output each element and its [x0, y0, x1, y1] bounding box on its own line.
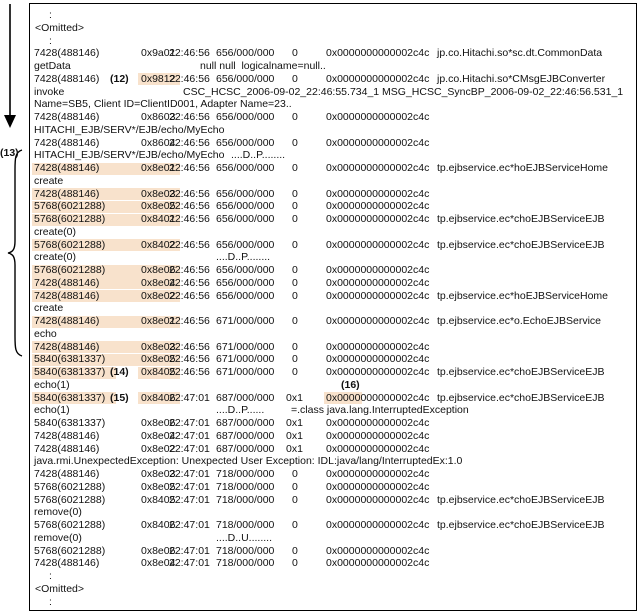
- log-line: [30, 213, 636, 226]
- time-field: 22:46:56: [169, 238, 210, 251]
- time-field: 22:46:56: [169, 264, 210, 276]
- flag-field: 0: [292, 187, 298, 200]
- ellipsis-colon: :: [49, 595, 52, 608]
- pid-field: 5768(6021288): [34, 264, 106, 276]
- flag-field: 0: [292, 200, 298, 213]
- log-line: [30, 315, 636, 328]
- object-id-field: 0x0000000000002c4c: [326, 238, 430, 251]
- callout-label: (12): [110, 72, 129, 85]
- continuation-text: create: [34, 302, 64, 315]
- log-line: [30, 417, 636, 430]
- time-field: 22:46:56: [169, 72, 210, 85]
- time-field: 22:46:56: [169, 47, 210, 60]
- continuation-text: HITACHI_EJB/SERV*/EJB/echo/MyEcho: [34, 123, 225, 136]
- omitted-marker: <Omitted>: [35, 21, 85, 34]
- continuation-text: echo: [34, 327, 57, 340]
- counter-field: 656/000/000: [216, 264, 275, 276]
- log-line: [30, 506, 636, 519]
- log-line: [30, 111, 636, 124]
- continuation-text: echo(1): [34, 378, 70, 391]
- object-id-field: 0x0000000000002c4c: [326, 72, 430, 85]
- pid-field: 5840(6381337): [34, 391, 106, 404]
- log-line: [30, 73, 636, 86]
- log-line: [30, 596, 636, 609]
- counter-field: 656/000/000: [216, 72, 275, 85]
- class-name-field: tp.ejbservice.ec*choEJBServiceEJB: [437, 391, 605, 404]
- object-id-field: 0x0000000000002c4c: [326, 162, 430, 174]
- class-name-field: jp.co.Hitachi.so*CMsgEJBConverter: [437, 72, 606, 85]
- log-line: [30, 162, 636, 175]
- flag-field: 0: [292, 519, 298, 531]
- event-code-field: 0x8e04: [141, 429, 176, 442]
- object-id-field: 0x0000000000002c4c: [326, 468, 430, 480]
- event-code-field: 0x8e06: [141, 544, 176, 557]
- counter-field: 671/000/000: [216, 340, 275, 353]
- flag-field: 0: [292, 213, 298, 225]
- object-id-field: 0x0000000000002c4c: [326, 111, 430, 123]
- time-field: 22:47:01: [169, 468, 210, 480]
- log-line: [30, 545, 636, 558]
- flag-field: 0: [292, 557, 298, 570]
- class-name-field: tp.ejbservice.ec*choEJBServiceEJB: [437, 519, 605, 531]
- flag-field: 0x1: [286, 429, 303, 442]
- counter-field: 718/000/000: [216, 493, 275, 506]
- log-line: [30, 175, 636, 188]
- log-line: [30, 353, 636, 366]
- ellipsis-colon: :: [49, 570, 52, 582]
- trace-log-lines: [30, 9, 636, 608]
- log-line: [30, 404, 636, 417]
- log-line: [30, 328, 636, 341]
- event-code-field: 0x8e03: [141, 187, 176, 200]
- flag-field: 0x1: [286, 417, 303, 429]
- pid-field: 7428(488146): [34, 468, 100, 480]
- counter-field: 687/000/000: [216, 442, 275, 455]
- counter-field: 671/000/000: [216, 353, 275, 366]
- time-field: 22:46:56: [169, 213, 210, 225]
- counter-field: 656/000/000: [216, 238, 275, 251]
- pid-field: 7428(488146): [34, 162, 100, 174]
- event-code-field: 0x8406: [141, 519, 176, 531]
- continuation-text: remove(0): [34, 531, 82, 544]
- counter-field: 687/000/000: [216, 417, 275, 429]
- log-line: [30, 519, 636, 532]
- log-line: [30, 570, 636, 583]
- pid-field: 5768(6021288): [34, 544, 106, 557]
- object-id-field: 0x0000000000002c4c: [326, 315, 430, 327]
- class-name-field: tp.ejbservice.ec*hoEJBServiceHome: [437, 289, 608, 302]
- log-line: [30, 86, 636, 99]
- pid-field: 7428(488146): [34, 429, 100, 442]
- pid-field: 5840(6381337): [34, 366, 106, 378]
- object-id-field: 0x0000000000002c4c: [326, 442, 430, 455]
- time-field: 22:47:01: [169, 493, 210, 506]
- event-code-field: 0x8e06: [141, 264, 176, 276]
- pid-field: 7428(488146): [34, 276, 100, 289]
- pid-field: 7428(488146): [34, 47, 100, 60]
- flag-field: 0: [292, 111, 298, 123]
- flag-field: 0: [292, 289, 298, 302]
- time-field: 22:46:56: [169, 289, 210, 302]
- counter-field: 671/000/000: [216, 315, 275, 327]
- log-line: [30, 379, 636, 392]
- log-line: [30, 494, 636, 507]
- time-field: 22:46:56: [169, 340, 210, 353]
- event-code-field: 0x8e04: [141, 557, 176, 570]
- flag-field: 0: [292, 238, 298, 251]
- object-id-field: 0x0000000000002c4c: [326, 366, 430, 378]
- counter-field: 687/000/000: [216, 391, 275, 404]
- event-code-field: 0x8e05: [141, 353, 176, 366]
- event-code-field: 0x8e03: [141, 468, 176, 480]
- time-field: 22:47:01: [169, 391, 210, 404]
- class-name-field: tp.ejbservice.ec*choEJBServiceEJB: [437, 493, 605, 506]
- ellipsis-colon: :: [49, 9, 52, 21]
- object-id-field: 0x0000000000002c4c: [326, 493, 430, 506]
- object-id-field: 0x0000000000002c4c: [326, 187, 430, 200]
- log-line: [30, 455, 636, 468]
- class-name-field: tp.ejbservice.ec*choEJBServiceEJB: [437, 213, 605, 225]
- log-line: [30, 392, 636, 405]
- event-code-field: 0x8e01: [141, 315, 176, 327]
- log-line: [30, 137, 636, 150]
- counter-field: 671/000/000: [216, 366, 275, 378]
- object-id-field: 0x0000000000002c4c: [326, 353, 430, 366]
- object-id-field: 0x0000000000002c4c: [326, 264, 430, 276]
- counter-field: 656/000/000: [216, 213, 275, 225]
- callout-label: (16): [341, 378, 360, 391]
- flag-field: 0: [292, 493, 298, 506]
- continuation-text: ....D..P........: [231, 149, 286, 162]
- ellipsis-colon: :: [49, 34, 52, 47]
- time-field: 22:46:56: [169, 136, 210, 149]
- continuation-text: remove(0): [34, 506, 82, 519]
- pid-field: 7428(488146): [34, 315, 100, 327]
- flag-field: 0: [292, 72, 298, 85]
- flag-field: 0: [292, 468, 298, 480]
- flag-field: 0: [292, 544, 298, 557]
- time-field: 22:46:56: [169, 162, 210, 174]
- counter-field: 656/000/000: [216, 289, 275, 302]
- time-field: 22:46:56: [169, 187, 210, 200]
- log-line: [30, 200, 636, 213]
- pid-field: 5768(6021288): [34, 200, 106, 213]
- object-id-field: 0x0000000000002c4c: [326, 519, 430, 531]
- flag-field: 0: [292, 353, 298, 366]
- time-field: 22:46:56: [169, 276, 210, 289]
- time-field: 22:47:01: [169, 429, 210, 442]
- log-line: [30, 149, 636, 162]
- log-line: [30, 341, 636, 354]
- continuation-text: create(0): [34, 251, 77, 264]
- log-line: [30, 124, 636, 137]
- time-field: 22:47:01: [169, 519, 210, 531]
- event-code-field: 0x8e02: [141, 289, 176, 302]
- event-code-field: 0x8e05: [141, 480, 176, 493]
- time-field: 22:46:56: [169, 111, 210, 123]
- log-line: [30, 481, 636, 494]
- flag-field: 0: [292, 340, 298, 353]
- continuation-text: invoke: [34, 85, 65, 98]
- pid-field: 7428(488146): [34, 557, 100, 570]
- pid-field: 7428(488146): [34, 289, 100, 302]
- counter-field: 656/000/000: [216, 276, 275, 289]
- continuation-text: getData: [34, 60, 71, 72]
- pid-field: 7428(488146): [34, 340, 100, 353]
- pid-field: 5840(6381337): [34, 353, 106, 366]
- pid-field: 7428(488146): [34, 136, 100, 149]
- event-code-field: 0x8e01: [141, 162, 176, 174]
- continuation-text: ....D..U........: [216, 531, 273, 544]
- log-line: [30, 226, 636, 239]
- continuation-text: create(0): [34, 225, 77, 238]
- log-line: [30, 366, 636, 379]
- event-code-field: 0x8402: [141, 238, 176, 251]
- continuation-text: ....D..P........: [216, 251, 271, 264]
- counter-field: 656/000/000: [216, 111, 275, 123]
- object-id-field: 0x0000000000002c4c: [326, 429, 430, 442]
- object-id-field: 0x0000000000002c4c: [326, 136, 430, 149]
- object-id-field: 0x0000000000002c4c: [326, 213, 430, 225]
- class-name-field: jp.co.Hitachi.so*sc.dt.CommonData: [437, 47, 603, 60]
- object-id-field: 0x0000000000002c4c: [326, 391, 430, 404]
- counter-field: 718/000/000: [216, 480, 275, 493]
- log-line: [30, 239, 636, 252]
- class-name-field: tp.ejbservice.ec*o.EchoEJBService: [437, 315, 601, 327]
- counter-field: 718/000/000: [216, 544, 275, 557]
- counter-field: 687/000/000: [216, 429, 275, 442]
- flag-field: 0: [292, 47, 298, 60]
- object-id-field: 0x0000000000002c4c: [326, 544, 430, 557]
- callout-label: (14): [110, 366, 129, 378]
- event-code-field: 0x9a01: [141, 47, 176, 60]
- continuation-text: echo(1): [34, 404, 70, 417]
- flag-field: 0: [292, 136, 298, 149]
- time-field: 22:46:56: [169, 353, 210, 366]
- continuation-text: null null logicalname=null..: [200, 60, 326, 72]
- time-field: 22:46:56: [169, 200, 210, 213]
- object-id-field: 0x0000000000002c4c: [326, 417, 430, 429]
- log-line: [30, 35, 636, 48]
- counter-field: 656/000/000: [216, 136, 275, 149]
- continuation-text: create: [34, 174, 64, 187]
- flag-field: 0: [292, 276, 298, 289]
- continuation-text: HITACHI_EJB/SERV*/EJB/echo/MyEcho: [34, 149, 225, 162]
- log-line: [30, 22, 636, 35]
- flag-field: 0x1: [286, 442, 303, 455]
- continuation-text: =.class java.lang.InterruptedException: [291, 404, 469, 417]
- pid-field: 7428(488146): [34, 72, 100, 85]
- event-code-field: 0x8604: [141, 136, 176, 149]
- log-line: [30, 290, 636, 303]
- log-line: [30, 188, 636, 201]
- object-id-field: 0x0000000000002c4c: [326, 557, 430, 570]
- log-line: [30, 98, 636, 111]
- log-line: [30, 430, 636, 443]
- time-field: 22:46:56: [169, 366, 210, 378]
- log-line: [30, 9, 636, 22]
- event-code-field: 0x8401: [141, 213, 176, 225]
- event-code-field: 0x8406: [141, 391, 176, 404]
- time-field: 22:47:01: [169, 442, 210, 455]
- counter-field: 656/000/000: [216, 200, 275, 213]
- log-line: [30, 443, 636, 456]
- pid-field: 5768(6021288): [34, 493, 106, 506]
- object-id-field: 0x0000000000002c4c: [326, 276, 430, 289]
- curly-brace-icon: [8, 150, 22, 356]
- omitted-marker: <Omitted>: [35, 582, 85, 595]
- event-code-field: 0x8e02: [141, 442, 176, 455]
- event-code-field: 0x8603: [141, 111, 176, 123]
- event-code-field: 0x8e06: [141, 417, 176, 429]
- pid-field: 7428(488146): [34, 187, 100, 200]
- continuation-text: java.rmi.UnexpectedException: Unexpected User Exception: IDL:java/lang/InterruptedEx:1.0: [34, 455, 463, 468]
- event-code-field: 0x9812: [141, 72, 176, 85]
- continuation-text: Name=SB5, Client ID=ClientID001, Adapter Name=23..: [34, 98, 292, 111]
- log-line: [30, 251, 636, 264]
- log-line: [30, 468, 636, 481]
- class-name-field: tp.ejbservice.ec*hoEJBServiceHome: [437, 162, 608, 174]
- pid-field: 7428(488146): [34, 111, 100, 123]
- counter-field: 718/000/000: [216, 519, 275, 531]
- pid-field: 5768(6021288): [34, 238, 106, 251]
- log-line: [30, 47, 636, 60]
- time-field: 22:47:01: [169, 417, 210, 429]
- event-code-field: 0x8e05: [141, 200, 176, 213]
- log-line: [30, 532, 636, 545]
- continuation-text: ....D..P......: [216, 404, 265, 417]
- margin-annotations: [0, 0, 30, 616]
- time-field: 22:46:56: [169, 315, 210, 327]
- event-code-field: 0x8e03: [141, 340, 176, 353]
- log-line: [30, 264, 636, 277]
- object-id-field: 0x0000000000002c4c: [326, 340, 430, 353]
- callout-label: (15): [110, 391, 129, 404]
- pid-field: 5840(6381337): [34, 417, 106, 429]
- pid-field: 7428(488146): [34, 442, 100, 455]
- flag-field: 0x1: [286, 391, 303, 404]
- flag-field: 0: [292, 315, 298, 327]
- trace-log-box: [29, 3, 637, 611]
- object-id-field: 0x0000000000002c4c: [326, 289, 430, 302]
- log-line: [30, 277, 636, 290]
- flag-field: 0: [292, 162, 298, 174]
- object-id-field: 0x0000000000002c4c: [326, 47, 430, 60]
- object-id-field: 0x0000000000002c4c: [326, 480, 430, 493]
- class-name-field: tp.ejbservice.ec*choEJBServiceEJB: [437, 366, 605, 378]
- counter-field: 656/000/000: [216, 162, 275, 174]
- continuation-text: CSC_HCSC_2006-09-02_22:46:55.734_1 MSG_HCSC_SyncBP_2006-09-02_22:46:56.531_1: [183, 85, 624, 98]
- time-field: 22:47:01: [169, 544, 210, 557]
- time-field: 22:47:01: [169, 557, 210, 570]
- time-field: 22:47:01: [169, 480, 210, 493]
- down-arrow-icon: [4, 4, 16, 128]
- event-code-field: 0x8405: [141, 493, 176, 506]
- log-line: [30, 60, 636, 73]
- pid-field: 5768(6021288): [34, 519, 106, 531]
- flag-field: 0: [292, 480, 298, 493]
- counter-field: 656/000/000: [216, 187, 275, 200]
- pid-field: 5768(6021288): [34, 480, 106, 493]
- log-line: [30, 557, 636, 570]
- flag-field: 0: [292, 264, 298, 276]
- callout-label-13: (13): [0, 147, 19, 159]
- log-line: [30, 302, 636, 315]
- object-id-field: 0x0000000000002c4c: [326, 200, 430, 213]
- counter-field: 718/000/000: [216, 468, 275, 480]
- log-line: [30, 583, 636, 596]
- event-code-field: 0x8e04: [141, 276, 176, 289]
- counter-field: 718/000/000: [216, 557, 275, 570]
- event-code-field: 0x8405: [141, 366, 176, 378]
- class-name-field: tp.ejbservice.ec*choEJBServiceEJB: [437, 238, 605, 251]
- flag-field: 0: [292, 366, 298, 378]
- counter-field: 656/000/000: [216, 47, 275, 60]
- pid-field: 5768(6021288): [34, 213, 106, 225]
